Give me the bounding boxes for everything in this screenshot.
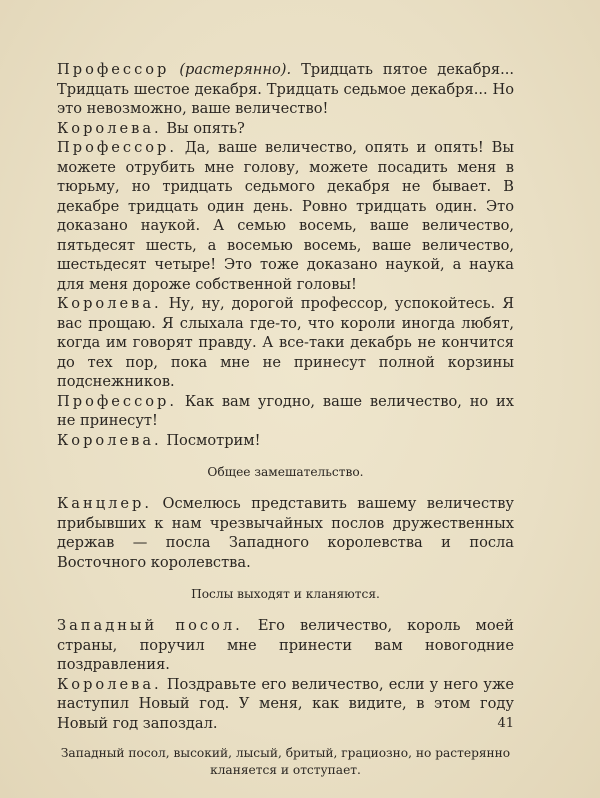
speech-professor-2 bbox=[57, 138, 514, 294]
speech-queen-4 bbox=[57, 675, 514, 734]
speech-text: Да, ваше величество, опять и опять! Вы можете отрубить мне голову, можете посадить меня в тюрьму, но тридцать седьмого декабря не бывает. В декабре тридцать один день. Ровно тридцать один. Это доказано наукой. А семью восемь, ваше величество, пятьдесят шесть, а восемью восемь, ваше величество, шестьдесят четыре! Это тоже доказано наукой, а наука для меня дороже собственной головы! bbox=[57, 139, 514, 293]
speech-text: Его величество, король моей страны, поручил мне принести вам новогодние поздравления. bbox=[57, 617, 515, 673]
speech-chancellor bbox=[57, 494, 514, 572]
speech-professor-3 bbox=[57, 392, 514, 431]
speech-queen-3 bbox=[57, 431, 514, 451]
stage-direction: Послы выходят и кланяются. bbox=[191, 587, 380, 601]
speech-text: Ну, ну, дорогой профессор, успокойтесь. Я вас прощаю. Я слыхала где-то, что короли иногда любят, когда им говорят правду. А все-таки декабрь не кончится до тех пор, пока мне не принесут полной корзины подснежников. bbox=[57, 295, 514, 390]
speech-queen-1 bbox=[57, 119, 514, 139]
speech-text: Тридцать пятое декабря... Тридцать шестое декабря. Тридцать седьмое декабря... Но это невозможно, ваше величество! bbox=[57, 61, 515, 117]
speech-text: Вы опять? bbox=[166, 119, 245, 137]
speaker-name: Королева. bbox=[57, 119, 162, 137]
speaker-name: Профессор. bbox=[57, 392, 178, 410]
speech-text: Как вам угодно, ваше величество, но их не принесут! bbox=[57, 392, 515, 429]
speech-professor-1 bbox=[57, 60, 514, 119]
stage-direction-inline: (растерянно). bbox=[179, 61, 292, 78]
speaker-name: Профессор bbox=[57, 61, 170, 78]
stage-direction: Западный посол, высокий, лысый, бритый, грациозно, но растерянно кланяется и отступает. bbox=[60, 746, 511, 777]
speaker-name: Профессор. bbox=[57, 139, 178, 156]
speech-text: Поздравьте его величество, если у него уже наступил Новый год. У меня, как видите, в этом году Новый год запоздал. bbox=[57, 675, 515, 732]
speaker-name: Королева. bbox=[57, 431, 162, 449]
page-text bbox=[57, 60, 514, 793]
speech-text: Осмелюсь представить вашему величеству прибывших к нам чрезвычайных послов дружественных держав — посла Западного королевства и посла Восточного королевства. bbox=[57, 495, 514, 571]
speaker-name: Канцлер. bbox=[57, 495, 152, 512]
page-number: 41 bbox=[497, 716, 514, 731]
speech-queen-2 bbox=[57, 294, 514, 392]
stage-direction: Общее замешательство. bbox=[207, 465, 364, 479]
speaker-name: Западный посол. bbox=[57, 617, 243, 634]
speech-text: Посмотрим! bbox=[166, 431, 261, 449]
speaker-name: Королева. bbox=[57, 675, 162, 693]
speech-western-ambassador bbox=[57, 616, 514, 675]
speaker-name: Королева. bbox=[57, 295, 162, 312]
